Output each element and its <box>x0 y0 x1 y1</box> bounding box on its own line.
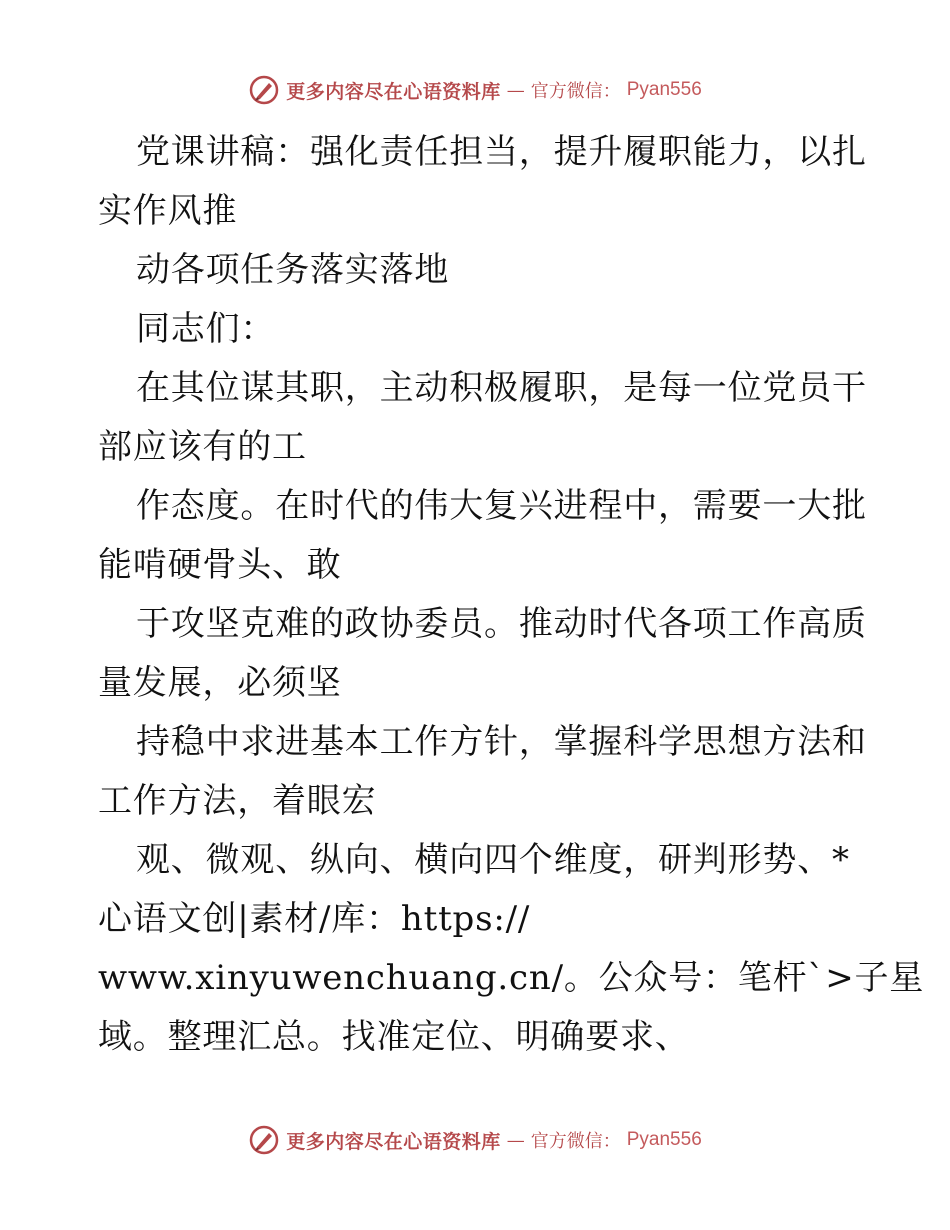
banner-handle: Pyan556 <box>626 1129 702 1150</box>
text-line: 动各项任务落实落地 <box>136 250 450 290</box>
text-line: 同志们： <box>136 309 276 349</box>
text-line: 实作风推 <box>98 191 238 231</box>
banner-brand: 更多内容尽在心语资料库 <box>286 1130 501 1153</box>
pen-logo-icon <box>248 74 280 106</box>
banner-brand: 更多内容尽在心语资料库 <box>286 80 501 103</box>
header-banner <box>0 70 950 110</box>
banner-wechat-label: 官方微信： <box>530 1131 621 1152</box>
text-line: 工作方法，着眼宏 <box>98 781 377 821</box>
banner-wechat-label: 官方微信： <box>530 81 621 102</box>
text-line: 持稳中求进基本工作方针，掌握科学思想方法和 <box>136 722 867 762</box>
banner-handle: Pyan556 <box>626 79 702 100</box>
document-body <box>98 123 925 1067</box>
text-line: 在其位谋其职，主动积极履职，是每一位党员干 <box>136 368 867 408</box>
text-line: 量发展，必须坚 <box>98 663 342 703</box>
text-line: www.xinyuwenchuang.cn/。公众号：笔杆`>子星 <box>98 958 925 998</box>
text-line: 党课讲稿：强化责任担当，提升履职能力，以扎 <box>136 132 867 172</box>
text-line: 心语文创|素材/库：https:// <box>98 899 531 939</box>
text-line: 于攻坚克难的政协委员。推动时代各项工作高质 <box>136 604 867 644</box>
banner-separator: — <box>506 79 525 101</box>
text-line: 域。整理汇总。找准定位、明确要求、 <box>98 1017 690 1057</box>
text-line: 能啃硬骨头、敢 <box>98 545 342 585</box>
text-line: 部应该有的工 <box>98 427 307 467</box>
text-line: 作态度。在时代的伟大复兴进程中，需要一大批 <box>136 486 867 526</box>
banner-separator: — <box>506 1129 525 1151</box>
text-line: 观、微观、纵向、横向四个维度，研判形势、* <box>136 840 850 880</box>
pen-logo-icon <box>248 1124 280 1156</box>
footer-banner <box>0 1120 950 1160</box>
